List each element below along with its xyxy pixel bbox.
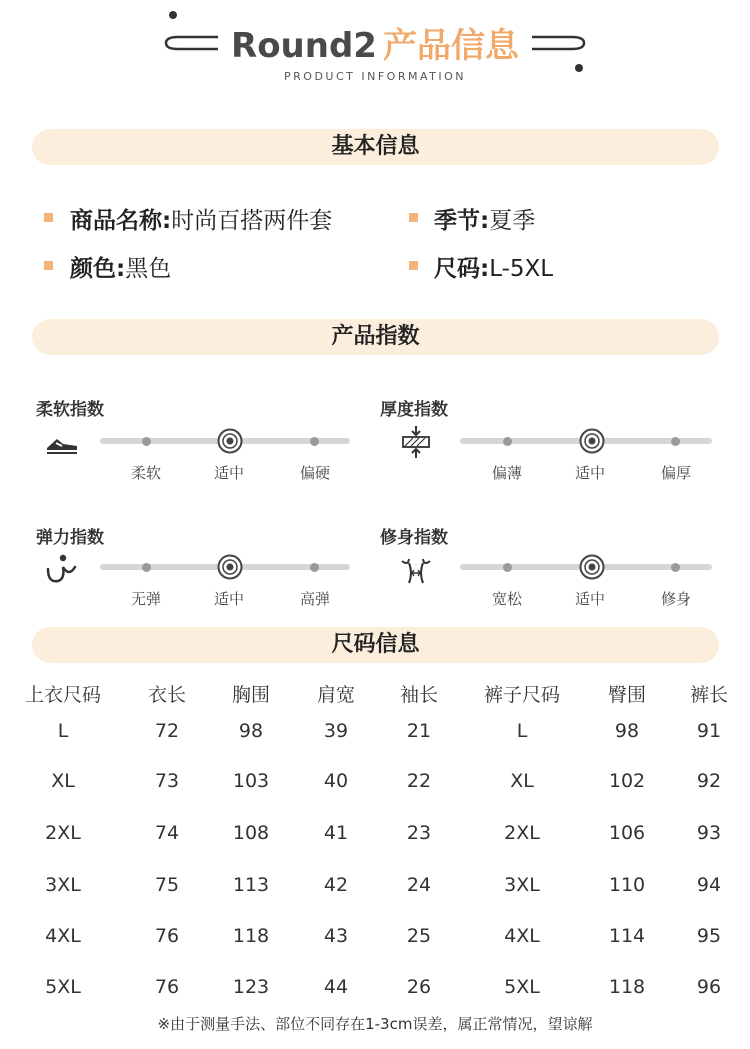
table-cell: 43 bbox=[323, 925, 349, 947]
table-cell: 24 bbox=[406, 874, 432, 896]
table-cell: 4XL bbox=[504, 925, 540, 947]
table-cell: 98 bbox=[614, 720, 640, 742]
measurement-note: ※由于测量手法、部位不同存在1-3cm误差，属正常情况，望谅解 bbox=[157, 1015, 593, 1033]
table-cell: 4XL bbox=[45, 925, 81, 947]
bullet-icon bbox=[44, 261, 53, 270]
table-header: 肩宽 bbox=[316, 684, 355, 706]
index-option: 高弹 bbox=[299, 590, 330, 608]
table-header: 裤子尺码 bbox=[483, 684, 560, 706]
bullet-icon bbox=[409, 213, 418, 222]
info-color bbox=[70, 250, 171, 283]
table-cell: 2XL bbox=[504, 822, 540, 844]
table-header: 胸围 bbox=[231, 684, 270, 706]
table-cell: 72 bbox=[154, 720, 180, 742]
table-cell: 123 bbox=[232, 976, 270, 998]
table-cell: 5XL bbox=[45, 976, 81, 998]
index-title-thickness: 厚度指数 bbox=[380, 400, 448, 420]
index-option: 偏薄 bbox=[491, 464, 522, 482]
index-option: 适中 bbox=[213, 464, 244, 482]
table-cell: 106 bbox=[608, 822, 646, 844]
info-season-value: 夏季 bbox=[489, 208, 536, 234]
table-header: 上衣尺码 bbox=[24, 684, 101, 706]
body-fit-icon bbox=[399, 553, 433, 587]
table-cell: 23 bbox=[406, 822, 432, 844]
track-dot bbox=[142, 437, 151, 446]
table-cell: 73 bbox=[154, 770, 180, 792]
track-dot bbox=[310, 437, 319, 446]
table-cell: 76 bbox=[154, 976, 180, 998]
table-cell: 102 bbox=[608, 770, 646, 792]
track-dot bbox=[503, 437, 512, 446]
index-option: 无弹 bbox=[130, 590, 161, 608]
info-size bbox=[434, 250, 553, 283]
table-cell: 22 bbox=[406, 770, 432, 792]
index-option: 宽松 bbox=[491, 590, 522, 608]
title-zh: 产品信息 bbox=[382, 26, 519, 66]
table-cell: 91 bbox=[696, 720, 722, 742]
table-cell: 118 bbox=[608, 976, 646, 998]
table-cell: 96 bbox=[696, 976, 722, 998]
track-dot bbox=[671, 563, 680, 572]
index-option: 偏厚 bbox=[660, 464, 691, 482]
index-title-fit: 修身指数 bbox=[380, 528, 448, 548]
table-cell: 95 bbox=[696, 925, 722, 947]
table-header: 裤长 bbox=[689, 684, 728, 706]
table-cell: L bbox=[516, 720, 528, 742]
table-cell: 93 bbox=[696, 822, 722, 844]
selected-marker-icon bbox=[579, 554, 605, 580]
table-cell: 42 bbox=[323, 874, 349, 896]
track-dot bbox=[142, 563, 151, 572]
table-cell: 41 bbox=[323, 822, 349, 844]
table-cell: L bbox=[57, 720, 69, 742]
table-cell: 2XL bbox=[45, 822, 81, 844]
table-cell: 94 bbox=[696, 874, 722, 896]
table-cell: 103 bbox=[232, 770, 270, 792]
table-cell: 3XL bbox=[45, 874, 81, 896]
shoe-icon bbox=[45, 426, 79, 460]
selected-marker-icon bbox=[217, 554, 243, 580]
section-bar-index: 产品指数 bbox=[32, 319, 719, 355]
info-size-value: L-5XL bbox=[489, 256, 554, 282]
index-option: 适中 bbox=[213, 590, 244, 608]
index-option: 修身 bbox=[660, 590, 691, 608]
index-title-stretch: 弹力指数 bbox=[36, 528, 104, 548]
table-cell: 114 bbox=[608, 925, 646, 947]
index-option: 适中 bbox=[574, 590, 605, 608]
table-cell: 76 bbox=[154, 925, 180, 947]
info-season bbox=[434, 202, 535, 235]
info-color-value: 黑色 bbox=[125, 256, 172, 282]
info-name bbox=[70, 202, 332, 235]
thickness-icon bbox=[399, 425, 433, 459]
table-cell: 21 bbox=[406, 720, 432, 742]
bullet-icon bbox=[409, 261, 418, 270]
track-dot bbox=[671, 437, 680, 446]
table-cell: 75 bbox=[154, 874, 180, 896]
table-header: 臀围 bbox=[607, 684, 646, 706]
info-color-key: 颜色: bbox=[70, 256, 126, 282]
table-cell: 5XL bbox=[504, 976, 540, 998]
info-name-value: 时尚百搭两件套 bbox=[171, 208, 333, 234]
table-cell: 39 bbox=[323, 720, 349, 742]
table-cell: 40 bbox=[323, 770, 349, 792]
section-bar-basic: 基本信息 bbox=[32, 129, 719, 165]
table-cell: 98 bbox=[238, 720, 264, 742]
selected-marker-icon bbox=[217, 428, 243, 454]
section-bar-size: 尺码信息 bbox=[32, 627, 719, 663]
info-season-key: 季节: bbox=[434, 208, 490, 234]
table-cell: 26 bbox=[406, 976, 432, 998]
index-option: 偏硬 bbox=[299, 464, 330, 482]
table-cell: XL bbox=[51, 770, 75, 792]
table-header: 衣长 bbox=[147, 684, 186, 706]
table-cell: 44 bbox=[323, 976, 349, 998]
index-option: 适中 bbox=[574, 464, 605, 482]
table-cell: 110 bbox=[608, 874, 646, 896]
selected-marker-icon bbox=[579, 428, 605, 454]
track-dot bbox=[503, 563, 512, 572]
title-en: Round2 bbox=[231, 26, 377, 66]
table-cell: 113 bbox=[232, 874, 270, 896]
table-cell: 108 bbox=[232, 822, 270, 844]
info-name-key: 商品名称: bbox=[70, 208, 172, 234]
page-subtitle: PRODUCT INFORMATION bbox=[284, 70, 466, 83]
table-cell: 118 bbox=[232, 925, 270, 947]
index-option: 柔软 bbox=[130, 464, 161, 482]
table-cell: XL bbox=[510, 770, 534, 792]
index-title-softness: 柔软指数 bbox=[36, 400, 104, 420]
table-cell: 74 bbox=[154, 822, 180, 844]
table-cell: 3XL bbox=[504, 874, 540, 896]
page-title bbox=[0, 18, 750, 67]
bullet-icon bbox=[44, 213, 53, 222]
track-dot bbox=[310, 563, 319, 572]
table-cell: 92 bbox=[696, 770, 722, 792]
stretch-icon bbox=[45, 553, 79, 587]
table-header: 袖长 bbox=[399, 684, 438, 706]
table-cell: 25 bbox=[406, 925, 432, 947]
info-size-key: 尺码: bbox=[434, 256, 490, 282]
